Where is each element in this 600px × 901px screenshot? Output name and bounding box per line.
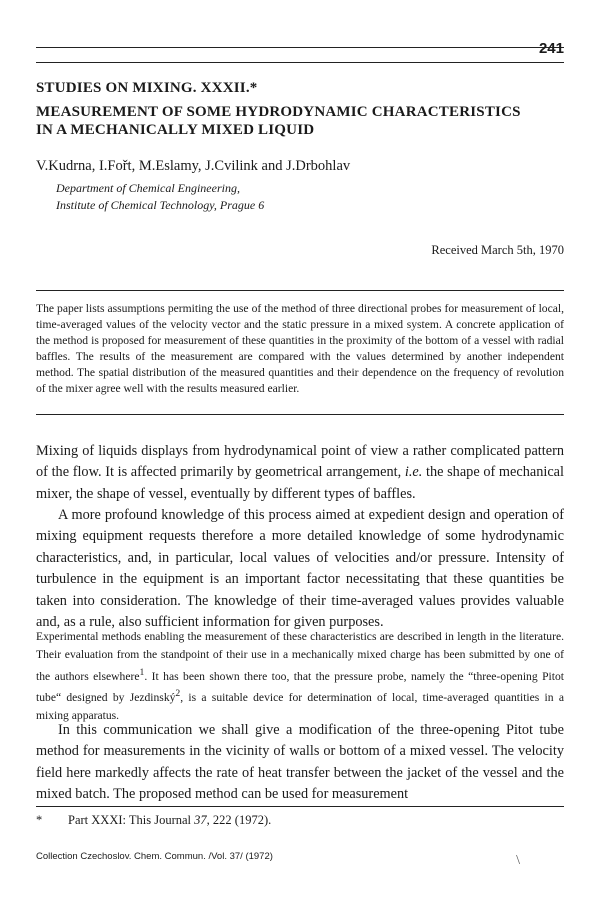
small-text-a: Experimental methods enabling the measurement of these characteristics are described in length in the literature. Their evaluation from the standpoint of their use in a mechanically mixed charge has been submitted by one of the authors elsewhere: [36, 630, 564, 683]
body-p1-text-b: the shape of mechanical mixer, the shape of vessel, eventually by different types of baffles.: [36, 464, 564, 502]
affiliation-line-1: Department of Chemical Engineering,: [56, 181, 240, 195]
footnote-rule: [36, 806, 564, 807]
header-rule: [36, 47, 564, 48]
body-p1-ie: i.e.: [404, 464, 423, 481]
body-paragraph-3: In this communication we shall give a modification of the three-opening Pitot tube method for measurements in the vicinity of walls or bottom of a mixed vessel. The velocity field here markedly affects the rate of heat transfer between the jacket of the vessel and the mixed batch. The proposed method can be used for measurement: [36, 722, 564, 803]
footnote-text-b: , 222 (1972).: [206, 813, 272, 827]
small-text-b: . It has been shown there too, that the pressure probe, namely the “three-opening Pitot tube“ designed by Jezdinský: [36, 669, 564, 705]
affiliation-line-2: Institute of Chemical Technology, Prague 6: [56, 198, 265, 212]
received-date: Received March 5th, 1970: [431, 243, 564, 257]
reference-1: 1: [139, 666, 145, 678]
footnote-volume: 37: [194, 813, 207, 827]
small-print-paragraph: [36, 628, 564, 725]
footnote-text-a: Part XXXI: This Journal: [68, 813, 195, 827]
authors: V.Kudrna, I.Fořt, M.Eslamy, J.Cvilink and J.Drbohlav: [36, 158, 351, 174]
corner-mark: \: [516, 853, 520, 868]
header-rule-lower: [36, 62, 564, 63]
footnote: [36, 813, 271, 828]
small-text-c: , is a suitable device for determination of local, time-averaged quantities in a mixing apparatus.: [36, 691, 564, 722]
body-p1-text-a: Mixing of liquids displays from hydrodynamical point of view a rather complicated pattern of the flow. It is affected primarily by geometrical arrangement,: [36, 443, 564, 481]
footnote-mark: *: [36, 813, 43, 827]
abstract-rule-top: [36, 290, 564, 291]
abstract-rule-bottom: [36, 414, 564, 415]
title-line-3: IN A MECHANICALLY MIXED LIQUID: [36, 122, 315, 138]
title-line-2: MEASUREMENT OF SOME HYDRODYNAMIC CHARACTERISTICS: [36, 104, 521, 120]
reference-2: 2: [175, 688, 181, 700]
abstract: The paper lists assumptions permiting the use of the method of three directional probes for measurement of local, time-averaged values of the velocity vector and the static pressure in a mixed system. A concrete application of the method is proposed for measurement of these quantities in the proximity of the bottom of a vessel with radial baffles. The results of the measurement are compared with the values determined by another independent method. The spatial distribution of the measured quantities and their dependence on the frequency of revolution of the mixer agree well with the results measured earlier.: [36, 302, 564, 395]
page-number: 241: [538, 40, 564, 57]
title-line-1: STUDIES ON MIXING. XXXII.*: [36, 80, 258, 96]
journal-citation: Collection Czechoslov. Chem. Commun. /Vol. 37/ (1972): [36, 851, 273, 862]
body-paragraph-1: [36, 441, 564, 505]
body-paragraph-2: A more profound knowledge of this process aimed at expedient design and operation of mixing equipment requests therefore a more detailed knowledge of some hydrodynamic characteristics, and, in particular, local values of velocities and/or pressure. Intensity of turbulence in the equipment is an important factor necessitating that these quantities be taken into consideration. The knowledge of their time-averaged values provides valuable and, as a rule, also sufficient information for given purposes.: [36, 507, 564, 631]
